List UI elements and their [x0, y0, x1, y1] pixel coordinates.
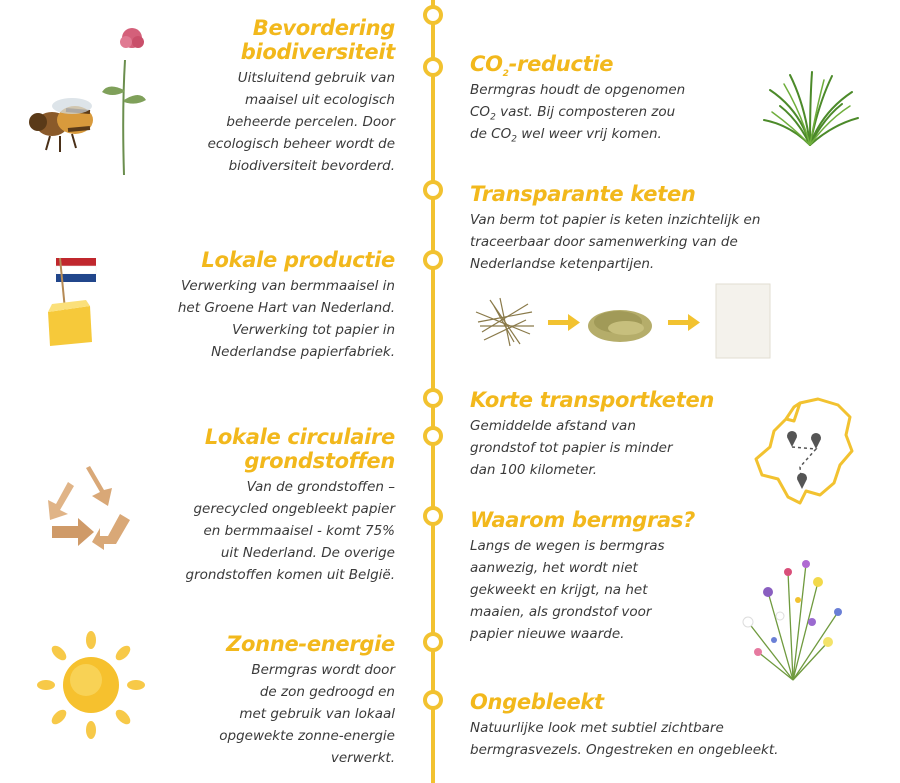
feature-title: Korte transportketen [470, 388, 715, 412]
feature-title: Lokale productie [201, 248, 395, 272]
feature-local-production [120, 248, 395, 363]
feature-circular-materials [120, 425, 395, 586]
feature-description: Uitsluitend gebruik van maaisel uit ecologisch beheerde percelen. Door ecologisch beheer wordt de biodiversiteit bevorderd. [207, 70, 395, 174]
feature-description: Van de grondstoffen – gerecycled ongebleekt papier en bermmaaisel - komt 75% uit Nederland. De overige grondstoffen komen uit België. [185, 479, 395, 583]
bee-and-clover-icon [20, 20, 160, 180]
feature-description: Gemiddelde afstand van grondstof tot papier is minder dan 100 kilometer. [470, 418, 673, 478]
feature-description: Langs de wegen is bermgras aanwezig, het wordt niet gekweekt en krijgt, na het maaien, als grondstof voor papier nieuwe waarde. [470, 538, 665, 642]
timeline-node [423, 57, 443, 77]
feature-unbleached [470, 690, 890, 761]
sun-icon [36, 630, 146, 740]
timeline-node [423, 250, 443, 270]
feature-short-transport [470, 388, 770, 481]
timeline-node [423, 388, 443, 408]
recycle-icon [38, 462, 134, 552]
feature-co2-reduction [470, 52, 770, 145]
paper-sheet-icon [716, 284, 770, 358]
feature-title: $CO_2$-reductie [470, 52, 614, 80]
grass-pulp-icon [588, 310, 652, 342]
feature-description: Verwerking van bermmaaisel in het Groene Hart van Nederland. Verwerking tot papier in Nederlandse papierfabriek. [177, 278, 395, 360]
feature-title: Ongebleekt [470, 690, 604, 714]
timeline-node [423, 180, 443, 200]
process-chain-illustration [470, 282, 780, 362]
feature-description: Bermgras houdt de opgenomen $CO_2$ vast. Bij composteren zou de $CO_2$ wel weer vrij komen. [470, 82, 686, 145]
feature-title: Lokale circulaire grondstoffen [204, 425, 395, 473]
grass-tuft-icon [760, 70, 860, 150]
timeline-node [423, 5, 443, 25]
feature-transparent-chain [470, 182, 870, 275]
arrow-right-icon [668, 314, 700, 331]
dry-grass-icon [476, 298, 534, 346]
dutch-flag-on-cheese-icon [40, 250, 110, 350]
feature-solar-energy [120, 632, 395, 769]
arrow-right-icon [548, 314, 580, 331]
feature-description: Van berm tot papier is keten inzichtelijk en traceerbaar door samenwerking van de Nederlandse ketenpartijen. [470, 212, 761, 272]
feature-why-bermgras [470, 508, 770, 645]
feature-description: Bermgras wordt door de zon gedroogd en met gebruik van lokaal opgewekte zonne-energie verwerkt. [219, 662, 395, 766]
wildflowers-icon [728, 552, 858, 682]
timeline-node [423, 632, 443, 652]
feature-title: Zonne-energie [226, 632, 395, 656]
feature-biodiversity [150, 16, 395, 177]
feature-title: Waarom bermgras? [470, 508, 696, 532]
timeline-node [423, 690, 443, 710]
feature-description: Natuurlijke look met subtiel zichtbare bermgrasvezels. Ongestreken en ongebleekt. [470, 720, 779, 758]
netherlands-map-route-icon [748, 395, 858, 505]
timeline [423, 0, 443, 783]
feature-title: Bevordering biodiversiteit [240, 16, 395, 64]
feature-title: Transparante keten [470, 182, 696, 206]
timeline-node [423, 506, 443, 526]
timeline-node [423, 426, 443, 446]
